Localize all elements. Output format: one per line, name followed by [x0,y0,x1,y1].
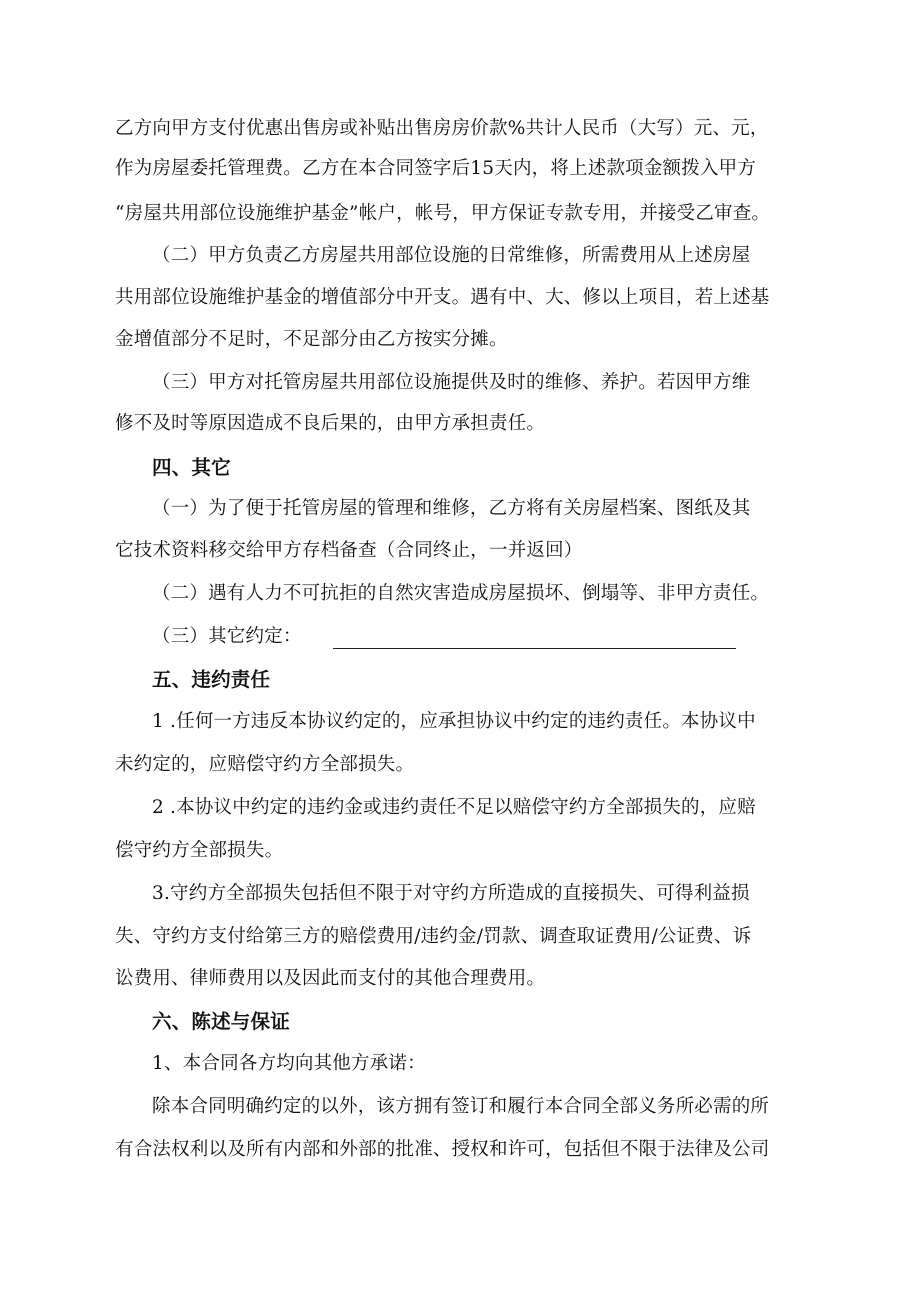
paragraph-line: 乙方向甲方支付优惠出售房或补贴出售房房价款%共计人民币（大写）元、元， [115,118,769,139]
paragraph-line: 除本合同明确约定的以外，该方拥有签订和履行本合同全部义务所必需的所 [152,1096,770,1117]
paragraph-line: 1、本合同各方均向其他方承诺： [152,1053,426,1074]
paragraph-line: 偿守约方全部损失。 [115,840,284,861]
paragraph-line: （二）甲方负责乙方房屋共用部位设施的日常维修，所需费用从上述房屋 [152,245,751,266]
paragraph-line: 3.守约方全部损失包括但不限于对守约方所造成的直接损失、可得利益损 [152,883,750,904]
paragraph-line: 有合法权利以及所有内部和外部的批准、授权和许可，包括但不限于法律及公司 [115,1139,770,1160]
paragraph-line: 讼费用、律师费用以及因此而支付的其他合理费用。 [115,968,546,989]
section-heading: 四、其它 [152,456,231,479]
paragraph-line: （一）为了便于托管房屋的管理和维修，乙方将有关房屋档案、图纸及其 [152,498,751,519]
section-heading: 五、违约责任 [152,668,271,691]
paragraph-line: 2 .本协议中约定的违约金或违约责任不足以赔偿守约方全部损失的，应赔 [152,797,756,818]
section-heading: 六、陈述与保证 [152,1010,290,1033]
paragraph-line: 修不及时等原因造成不良后果的，由甲方承担责任。 [115,413,546,434]
paragraph-line: “房屋共用部位设施维护基金”帐户，帐号，甲方保证专款专用，并接受乙审查。 [115,203,771,224]
paragraph-line: 它技术资料移交给甲方存档备查（合同终止，一并返回） [115,540,583,561]
paragraph-line: （三）其它约定： [152,626,302,647]
fill-in-blank-line [333,648,736,649]
paragraph-line: （三）甲方对托管房屋共用部位设施提供及时的维修、养护。若因甲方维 [152,372,751,393]
paragraph-line: 作为房屋委托管理费。乙方在本合同签字后15天内，将上述款项金额拨入甲方 [115,158,757,179]
paragraph-line: 未约定的，应赔偿守约方全部损失。 [115,754,415,775]
paragraph-line: 1 .任何一方违反本协议约定的，应承担协议中约定的违约责任。本协议中 [152,711,756,732]
paragraph-line: 金增值部分不足时，不足部分由乙方按实分摊。 [115,329,508,350]
paragraph-line: 失、守约方支付给第三方的赔偿费用/违约金/罚款、调查取证费用/公证费、诉 [115,926,752,947]
paragraph-line: （二）遇有人力不可抗拒的自然灾害造成房屋损坏、倒塌等、非甲方责任。 [152,583,770,604]
paragraph-line: 共用部位设施维护基金的增值部分中开支。遇有中、大、修以上项目，若上述基 [115,287,770,308]
